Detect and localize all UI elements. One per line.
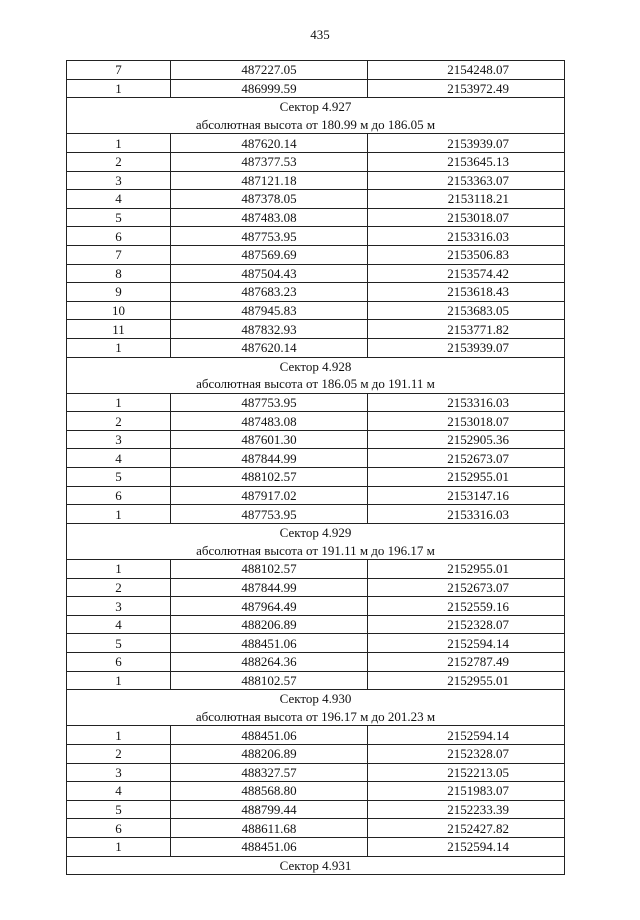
y-coordinate-cell: 2152328.07 (368, 615, 565, 634)
sector-header-row (67, 98, 565, 116)
table-row (67, 190, 565, 209)
table-row (67, 338, 565, 357)
y-coordinate-cell: 2153683.05 (368, 301, 565, 320)
point-number-cell: 6 (67, 653, 171, 672)
table-row (67, 449, 565, 468)
y-coordinate-cell: 2152955.01 (368, 468, 565, 487)
sector-title: Сектор 4.930 (67, 690, 565, 708)
table-row (67, 560, 565, 579)
y-coordinate-cell: 2153363.07 (368, 171, 565, 190)
y-coordinate-cell: 2153939.07 (368, 338, 565, 357)
x-coordinate-cell: 488327.57 (171, 763, 368, 782)
x-coordinate-cell: 487121.18 (171, 171, 368, 190)
point-number-cell: 1 (67, 726, 171, 745)
x-coordinate-cell: 487844.99 (171, 449, 368, 468)
point-number-cell: 10 (67, 301, 171, 320)
x-coordinate-cell: 487832.93 (171, 320, 368, 339)
table-row (67, 578, 565, 597)
point-number-cell: 2 (67, 744, 171, 763)
point-number-cell: 1 (67, 79, 171, 98)
point-number-cell: 5 (67, 634, 171, 653)
x-coordinate-cell: 487917.02 (171, 486, 368, 505)
x-coordinate-cell: 488451.06 (171, 726, 368, 745)
x-coordinate-cell: 487683.23 (171, 283, 368, 302)
point-number-cell: 6 (67, 486, 171, 505)
y-coordinate-cell: 2153018.07 (368, 412, 565, 431)
point-number-cell: 5 (67, 208, 171, 227)
y-coordinate-cell: 2152594.14 (368, 634, 565, 653)
point-number-cell: 4 (67, 615, 171, 634)
x-coordinate-cell: 488102.57 (171, 560, 368, 579)
x-coordinate-cell: 488799.44 (171, 800, 368, 819)
table-row (67, 615, 565, 634)
x-coordinate-cell: 487844.99 (171, 578, 368, 597)
y-coordinate-cell: 2152594.14 (368, 726, 565, 745)
x-coordinate-cell: 487753.95 (171, 227, 368, 246)
x-coordinate-cell: 488451.06 (171, 837, 368, 856)
table-row (67, 412, 565, 431)
sector-header-row (67, 357, 565, 375)
x-coordinate-cell: 487504.43 (171, 264, 368, 283)
sector-altitude-row (67, 708, 565, 726)
sector-title: Сектор 4.928 (67, 357, 565, 375)
x-coordinate-cell: 488102.57 (171, 468, 368, 487)
sector-header-row (67, 856, 565, 875)
sector-title: Сектор 4.931 (67, 856, 565, 875)
y-coordinate-cell: 2153118.21 (368, 190, 565, 209)
point-number-cell: 1 (67, 837, 171, 856)
y-coordinate-cell: 2152213.05 (368, 763, 565, 782)
y-coordinate-cell: 2153147.16 (368, 486, 565, 505)
y-coordinate-cell: 2153316.03 (368, 393, 565, 412)
x-coordinate-cell: 488568.80 (171, 782, 368, 801)
y-coordinate-cell: 2153018.07 (368, 208, 565, 227)
table-row (67, 301, 565, 320)
point-number-cell: 1 (67, 560, 171, 579)
y-coordinate-cell: 2152559.16 (368, 597, 565, 616)
y-coordinate-cell: 2152427.82 (368, 819, 565, 838)
x-coordinate-cell: 487620.14 (171, 338, 368, 357)
table-row (67, 653, 565, 672)
table-row (67, 393, 565, 412)
sector-altitude: абсолютная высота от 196.17 м до 201.23 м (67, 708, 565, 726)
sector-title: Сектор 4.927 (67, 98, 565, 116)
table-row (67, 837, 565, 856)
x-coordinate-cell: 487483.08 (171, 208, 368, 227)
point-number-cell: 3 (67, 597, 171, 616)
table-row (67, 320, 565, 339)
table-row (67, 430, 565, 449)
x-coordinate-cell: 488206.89 (171, 615, 368, 634)
sector-altitude-row (67, 541, 565, 559)
point-number-cell: 6 (67, 227, 171, 246)
y-coordinate-cell: 2153618.43 (368, 283, 565, 302)
table-row (67, 208, 565, 227)
y-coordinate-cell: 2153316.03 (368, 505, 565, 524)
sector-altitude-row (67, 116, 565, 134)
y-coordinate-cell: 2152233.39 (368, 800, 565, 819)
x-coordinate-cell: 488102.57 (171, 671, 368, 690)
table-row (67, 744, 565, 763)
y-coordinate-cell: 2152905.36 (368, 430, 565, 449)
point-number-cell: 1 (67, 338, 171, 357)
table-row (67, 634, 565, 653)
point-number-cell: 4 (67, 190, 171, 209)
table-row (67, 264, 565, 283)
point-number-cell: 5 (67, 468, 171, 487)
table-row (67, 726, 565, 745)
point-number-cell: 1 (67, 393, 171, 412)
table-row (67, 505, 565, 524)
x-coordinate-cell: 487964.49 (171, 597, 368, 616)
table-row (67, 800, 565, 819)
point-number-cell: 11 (67, 320, 171, 339)
table-row (67, 597, 565, 616)
x-coordinate-cell: 487377.53 (171, 152, 368, 171)
point-number-cell: 6 (67, 819, 171, 838)
y-coordinate-cell: 2153506.83 (368, 245, 565, 264)
point-number-cell: 2 (67, 412, 171, 431)
point-number-cell: 3 (67, 430, 171, 449)
sector-altitude: абсолютная высота от 180.99 м до 186.05 м (67, 116, 565, 134)
x-coordinate-cell: 488451.06 (171, 634, 368, 653)
table-row (67, 245, 565, 264)
x-coordinate-cell: 487620.14 (171, 134, 368, 153)
sector-altitude: абсолютная высота от 191.11 м до 196.17 м (67, 541, 565, 559)
x-coordinate-cell: 487601.30 (171, 430, 368, 449)
y-coordinate-cell: 2153316.03 (368, 227, 565, 246)
table-row (67, 171, 565, 190)
table-row (67, 763, 565, 782)
point-number-cell: 4 (67, 449, 171, 468)
coordinates-table (66, 60, 565, 875)
point-number-cell: 2 (67, 578, 171, 597)
point-number-cell: 8 (67, 264, 171, 283)
point-number-cell: 4 (67, 782, 171, 801)
y-coordinate-cell: 2153645.13 (368, 152, 565, 171)
table-row (67, 79, 565, 98)
point-number-cell: 1 (67, 505, 171, 524)
table-row (67, 152, 565, 171)
x-coordinate-cell: 488611.68 (171, 819, 368, 838)
y-coordinate-cell: 2152328.07 (368, 744, 565, 763)
sector-title: Сектор 4.929 (67, 523, 565, 541)
x-coordinate-cell: 487569.69 (171, 245, 368, 264)
point-number-cell: 1 (67, 134, 171, 153)
y-coordinate-cell: 2152955.01 (368, 560, 565, 579)
point-number-cell: 7 (67, 61, 171, 80)
x-coordinate-cell: 487227.05 (171, 61, 368, 80)
point-number-cell: 1 (67, 671, 171, 690)
page-number: 435 (310, 27, 330, 42)
y-coordinate-cell: 2151983.07 (368, 782, 565, 801)
y-coordinate-cell: 2152787.49 (368, 653, 565, 672)
y-coordinate-cell: 2152955.01 (368, 671, 565, 690)
x-coordinate-cell: 488264.36 (171, 653, 368, 672)
table-row (67, 468, 565, 487)
point-number-cell: 9 (67, 283, 171, 302)
y-coordinate-cell: 2153972.49 (368, 79, 565, 98)
point-number-cell: 3 (67, 171, 171, 190)
point-number-cell: 2 (67, 152, 171, 171)
point-number-cell: 3 (67, 763, 171, 782)
y-coordinate-cell: 2153574.42 (368, 264, 565, 283)
x-coordinate-cell: 487378.05 (171, 190, 368, 209)
x-coordinate-cell: 488206.89 (171, 744, 368, 763)
x-coordinate-cell: 487945.83 (171, 301, 368, 320)
point-number-cell: 7 (67, 245, 171, 264)
table-row (67, 134, 565, 153)
x-coordinate-cell: 487753.95 (171, 505, 368, 524)
table-row (67, 671, 565, 690)
sector-altitude-row (67, 375, 565, 393)
y-coordinate-cell: 2153939.07 (368, 134, 565, 153)
table-row (67, 227, 565, 246)
y-coordinate-cell: 2152673.07 (368, 449, 565, 468)
y-coordinate-cell: 2154248.07 (368, 61, 565, 80)
table-row (67, 61, 565, 80)
table-row (67, 782, 565, 801)
sector-altitude: абсолютная высота от 186.05 м до 191.11 м (67, 375, 565, 393)
table-row (67, 486, 565, 505)
x-coordinate-cell: 486999.59 (171, 79, 368, 98)
x-coordinate-cell: 487483.08 (171, 412, 368, 431)
x-coordinate-cell: 487753.95 (171, 393, 368, 412)
sector-header-row (67, 690, 565, 708)
table-row (67, 283, 565, 302)
y-coordinate-cell: 2152673.07 (368, 578, 565, 597)
point-number-cell: 5 (67, 800, 171, 819)
sector-header-row (67, 523, 565, 541)
coordinates-table-body (67, 61, 565, 875)
y-coordinate-cell: 2152594.14 (368, 837, 565, 856)
table-row (67, 819, 565, 838)
y-coordinate-cell: 2153771.82 (368, 320, 565, 339)
